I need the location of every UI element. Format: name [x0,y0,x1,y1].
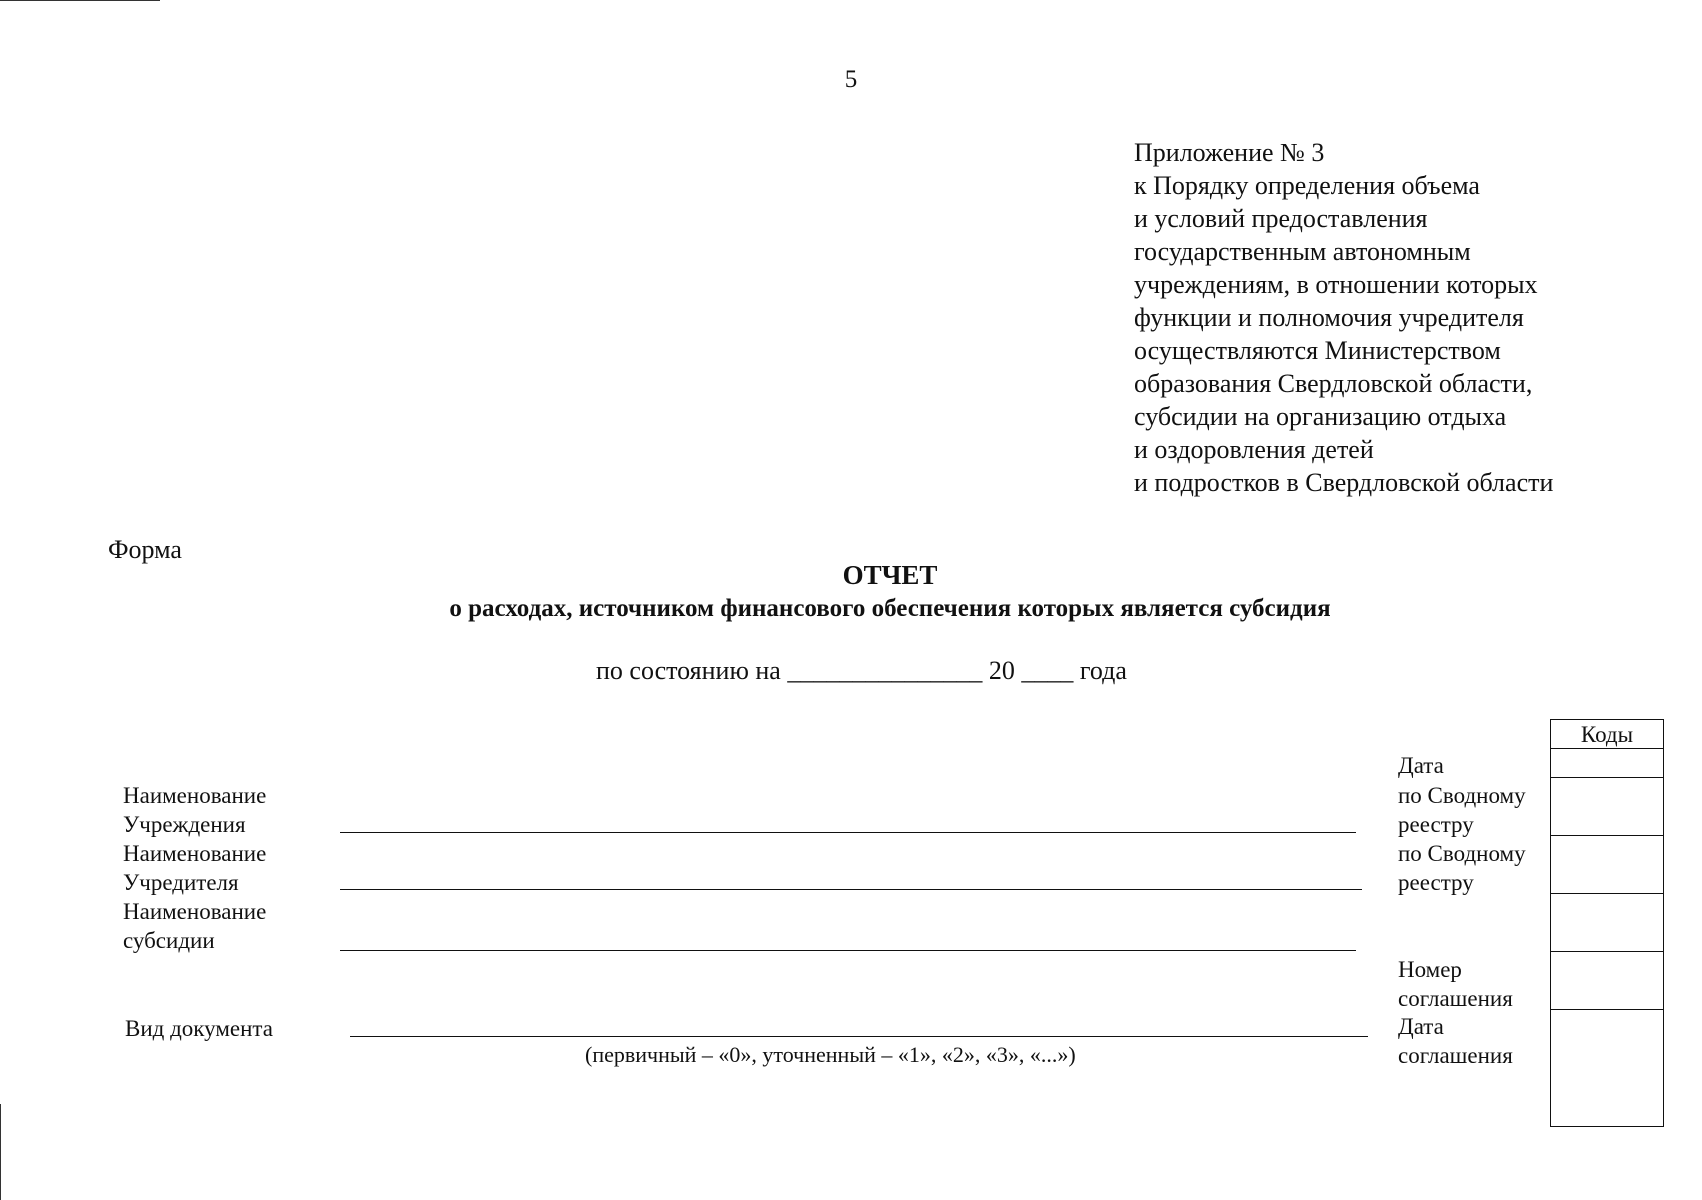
subsidy-name-field[interactable] [340,950,1356,951]
scan-edge-line [0,0,160,1]
agreement-date-label: Дата соглашения [1398,1014,1513,1068]
codes-cell-divider [1551,951,1663,952]
registry-label: по Сводному реестру [1398,783,1526,837]
codes-cell-divider [1551,777,1663,778]
document-subtitle: о расходах, источником финансового обеспечения которых является субсидия [449,595,1331,622]
founder-name-label: Наименование Учредителя [123,841,267,895]
codes-cell-divider [1551,893,1663,894]
appendix-line: осуществляются Министерством [1134,336,1501,365]
appendix-line: и оздоровления детей [1134,435,1374,464]
document-type-label: Вид документа [125,1016,273,1041]
appendix-line: субсидии на организацию отдыха [1134,402,1507,431]
codes-table [1550,719,1664,1127]
codes-cell-divider [1551,748,1663,749]
appendix-line: государственным автономным [1134,237,1471,266]
appendix-block [1134,136,1553,499]
date-label: Дата [1398,753,1444,778]
page-number: 5 [844,66,858,93]
appendix-line: учреждениям, в отношении которых [1134,270,1538,299]
subsidy-name-label: Наименование субсидии [123,899,267,953]
appendix-line: функции и полномочия учредителя [1134,303,1524,332]
institution-name-field[interactable] [340,832,1356,833]
codes-cell-divider [1551,1009,1663,1010]
document-type-hint: (первичный – «0», уточненный – «1», «2», «3», «...») [585,1042,1076,1067]
document-title: ОТЧЕТ [842,560,938,590]
appendix-line: и подростков в Свердловской области [1134,468,1554,497]
appendix-line: и условий предоставления [1134,204,1428,233]
document-type-field[interactable] [350,1036,1368,1037]
appendix-line: к Порядку определения объема [1134,171,1480,200]
scan-edge-line [0,1104,1,1200]
appendix-line: Приложение № 3 [1134,138,1325,167]
codes-header: Коды [1580,722,1634,747]
codes-cell-divider [1551,835,1663,836]
registry-label: по Сводному реестру [1398,841,1526,895]
as-of-date-line: по состоянию на _______________ 20 ____ года [596,656,1127,685]
institution-name-label: Наименование Учреждения [123,783,267,837]
founder-name-field[interactable] [340,889,1362,890]
agreement-number-label: Номер соглашения [1398,957,1513,1011]
appendix-line: образования Свердловской области, [1134,369,1533,398]
form-label: Форма [108,535,182,564]
